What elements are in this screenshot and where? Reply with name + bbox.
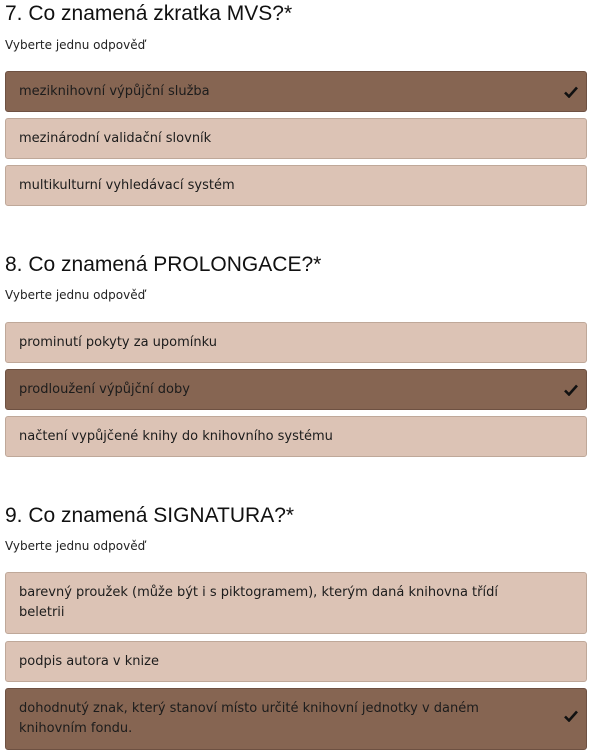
answer-label: prodloužení výpůjční doby: [19, 382, 190, 397]
question-title: 9. Co znamená SIGNATURA?*: [5, 504, 295, 527]
question-hint: Vyberte jednu odpověď: [5, 288, 146, 302]
question-hint: Vyberte jednu odpověď: [5, 38, 146, 52]
answer-option[interactable]: [5, 416, 587, 457]
answer-option[interactable]: [5, 322, 587, 363]
question-title: 7. Co znamená zkratka MVS?*: [5, 2, 293, 25]
check-icon: [564, 384, 578, 396]
answer-option[interactable]: [5, 118, 587, 159]
answer-label: barevný proužek (může být i s piktogramem), kterým daná knihovna třídí beletrii: [19, 585, 498, 620]
answer-option[interactable]: [5, 71, 587, 112]
answer-option[interactable]: [5, 641, 587, 682]
answer-option[interactable]: [5, 369, 587, 410]
answer-label: podpis autora v knize: [19, 654, 159, 669]
question-title: 8. Co znamená PROLONGACE?*: [5, 253, 322, 276]
check-icon: [564, 710, 578, 722]
answer-option[interactable]: [5, 165, 587, 206]
question-hint: Vyberte jednu odpověď: [5, 539, 146, 553]
check-icon: [564, 86, 578, 98]
answer-label: dohodnutý znak, který stanoví místo určité knihovní jednotky v daném knihovním fondu.: [19, 701, 479, 736]
answer-option[interactable]: [5, 572, 587, 634]
answer-option[interactable]: [5, 688, 587, 750]
answer-label: načtení vypůjčené knihy do knihovního systému: [19, 429, 333, 444]
answer-label: prominutí pokyty za upomínku: [19, 335, 217, 350]
answer-label: multikulturní vyhledávací systém: [19, 178, 235, 193]
answer-label: meziknihovní výpůjční služba: [19, 84, 210, 99]
answer-label: mezinárodní validační slovník: [19, 131, 212, 146]
